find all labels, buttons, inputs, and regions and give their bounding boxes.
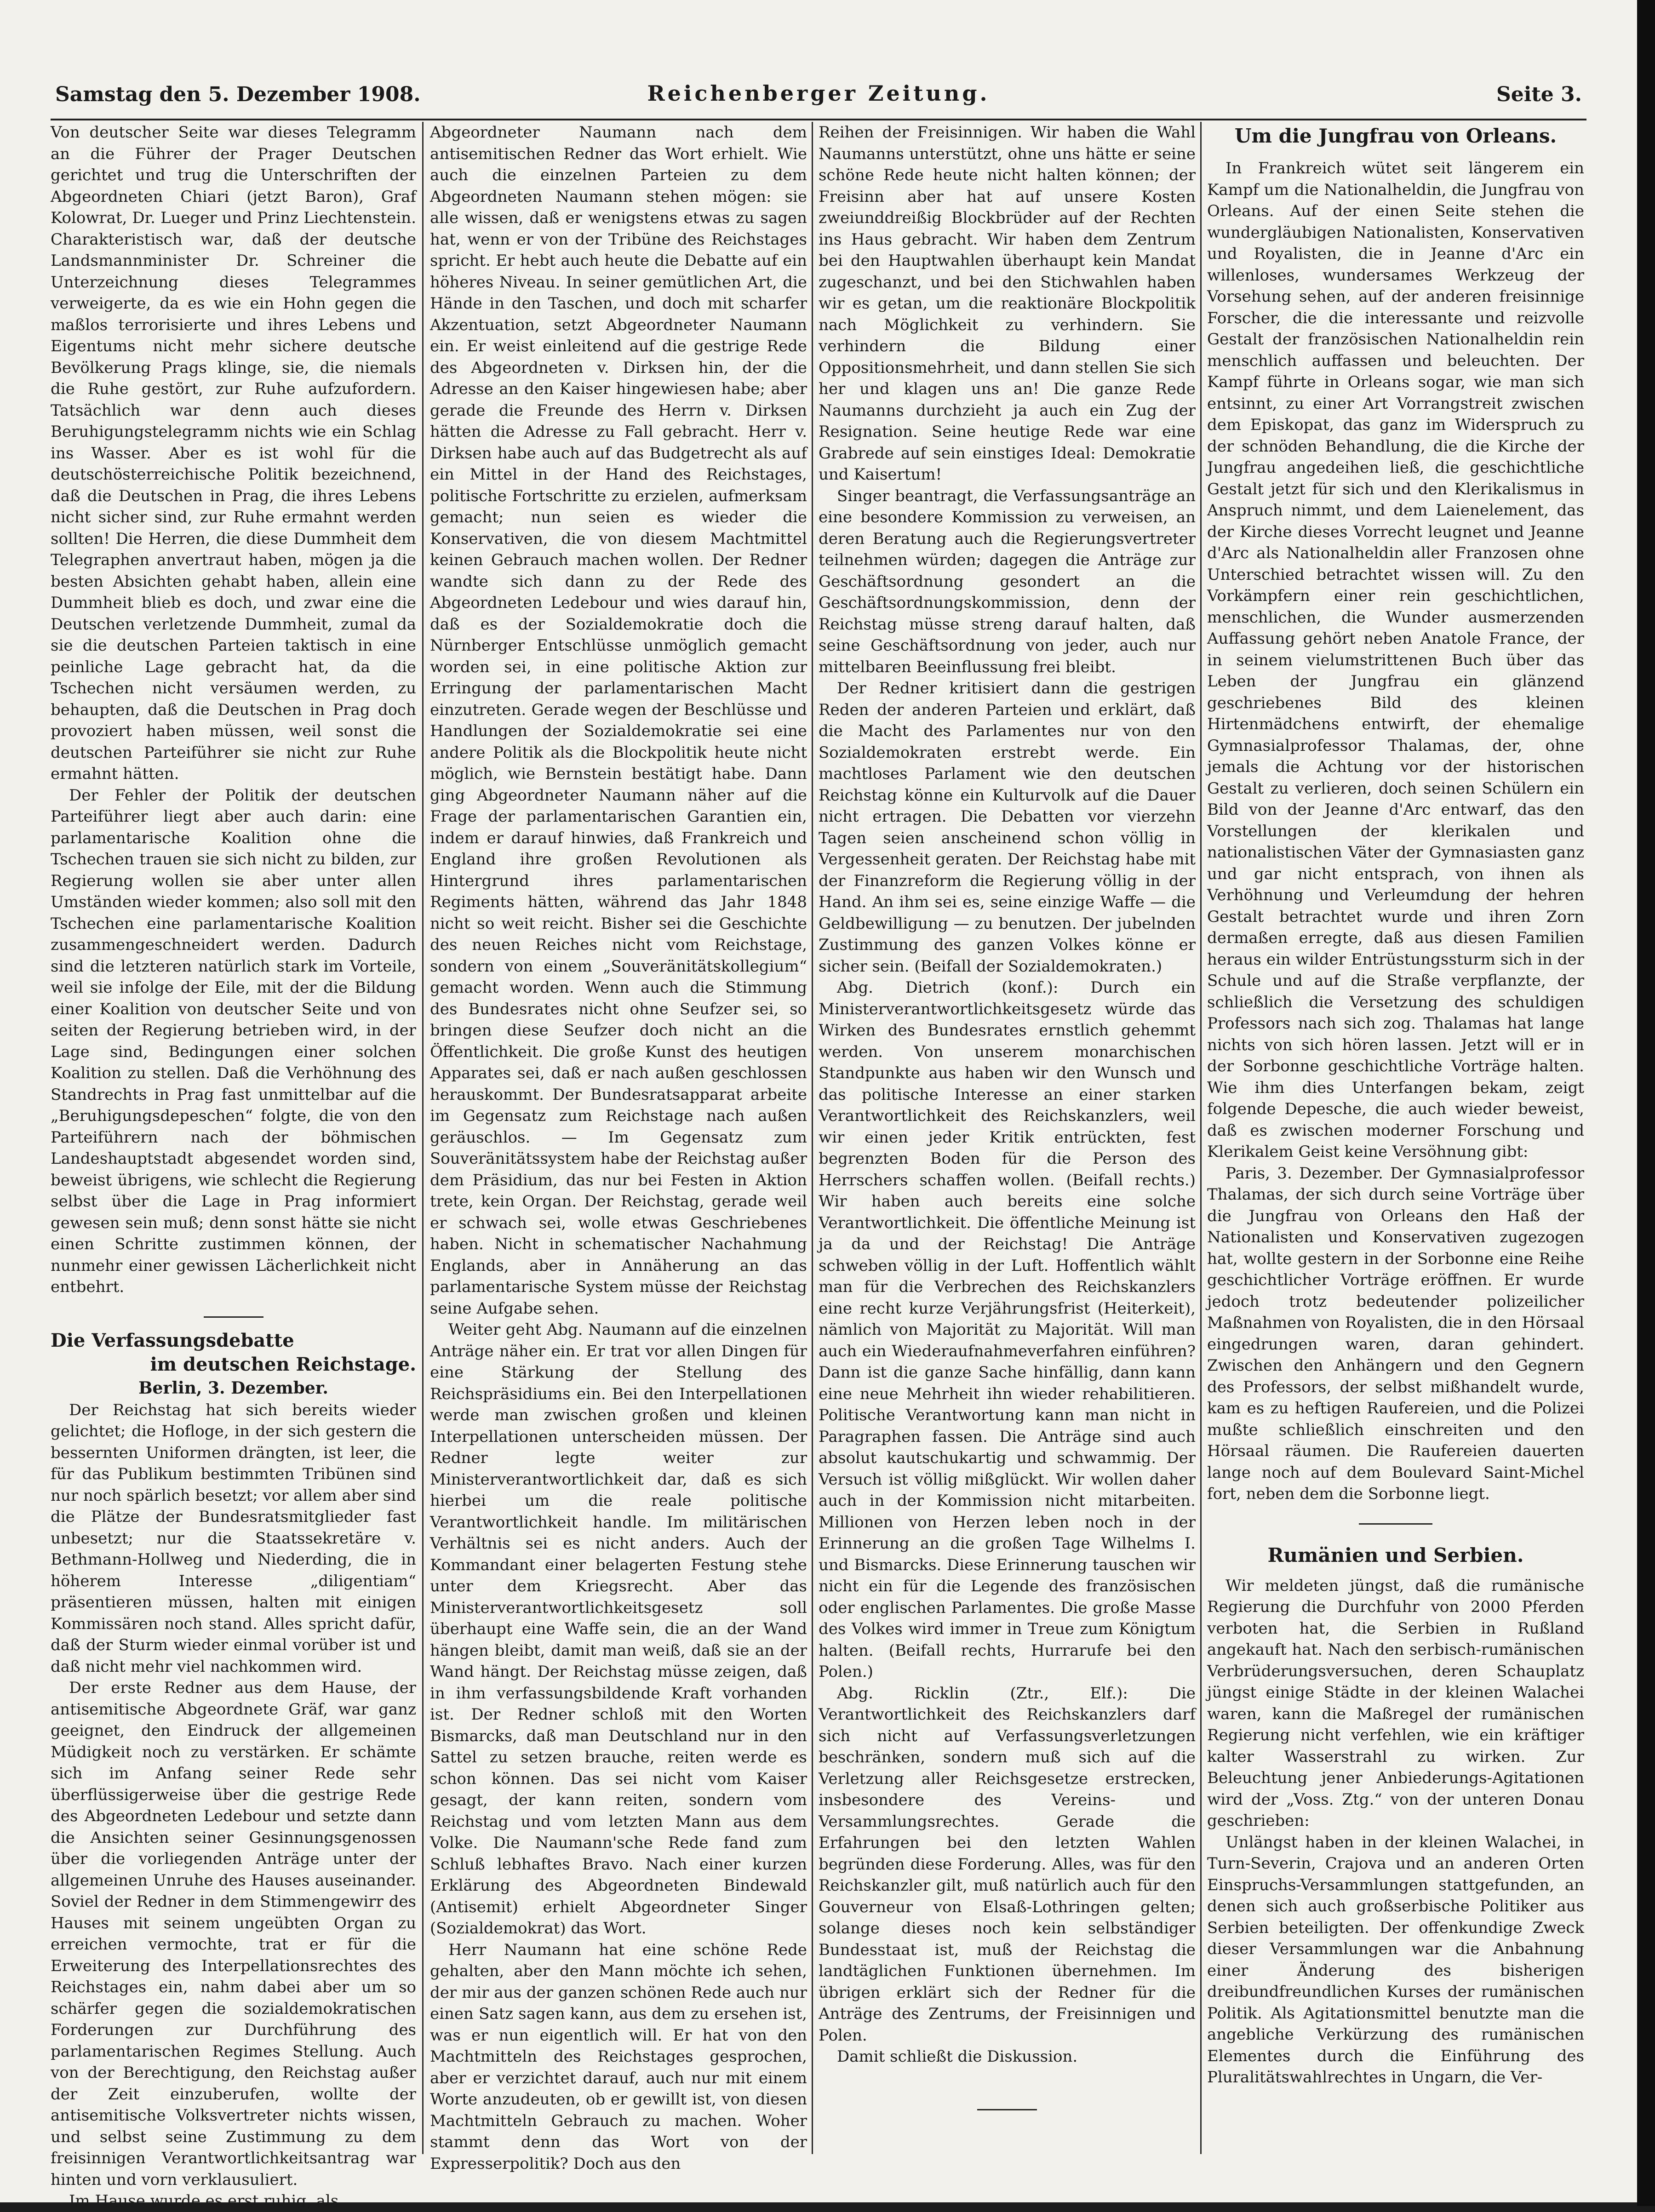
paragraph: Der erste Redner aus dem Hause, der antisemitische Abgeordnete Gräf, war ganz geeignet, den Eindruck der allgemeinen Müdigkeit noch zu verstärken. Er schämte sich im Anfang seiner Rede sehr überflüssigerweise über die gestrige Rede des Abgeordneten Ledebour und setzte dann die Ansichten seiner Gesinnungsgenossen über die vorliegenden Anträge unter der allgemeinen Unruhe des Hauses auseinander. Soviel der Redner in dem Stimmengewirr des Hauses mit seinem ungeübten Organ zu erreichen vermochte, trat er für die Erweiterung des Interpellationsrechtes des Reichstages ein, nahm dabei aber um so schärfer gegen die sozialdemokratischen Forderungen zur Durchführung des parlamentarischen Regimes Stellung. Auch von der Berechtigung, den Reichstag außer der Zeit einzuberufen, wollte der antisemitische Volksvertreter nichts wissen, und selbst seine Zustimmung zu dem freisinnigen Verantwortlichkeitsantrag war hinten und vorn verklausuliert.: [51, 1679, 416, 2189]
article-title-line-2: im deutschen Reichstage.: [150, 1353, 416, 1375]
paragraph: Damit schließt die Diskussion.: [837, 2047, 1078, 2066]
column-rule: [812, 122, 813, 2154]
paragraph: Abgeordneter Naumann nach dem antisemitischen Redner das Wort erhielt. Wie auch die einzelnen Parteien zu dem Abgeordneten Naumann stehen mögen: sie alle wissen, daß er wenigstens etwas zu sagen hat, wenn er von der Tribüne des Reichstages spricht. Er hebt auch heute die Debatte auf ein höheres Niveau. In seiner gemütlichen Art, die Hände in den Taschen, und doch mit scharfer Akzentuation, setzt Abgeordneter Naumann ein. Er weist einleitend auf die gestrige Rede des Abgeordneten v. Dirksen hin, der die Adresse an den Kaiser hingewiesen habe; aber gerade die Freunde des Herrn v. Dirksen hätten die Adresse zu Fall gebracht. Herr v. Dirksen habe auch auf das Budgetrecht als auf ein Mittel in der Hand des Reichstages, politische Fortschritte zu erzielen, aufmerksam gemacht; nun seien es wieder die Konservativen, die von diesem Machtmittel keinen Gebrauch machen wollen. Der Redner wandte sich dann zu der Rede des Abgeordneten Ledebour und wies darauf hin, daß es der Sozialdemokratie doch die Nürnberger Entschlüsse unmöglich gemacht worden sei, in eine politische Aktion zur Erringung der parlamentarischen Macht einzutreten. Gerade wegen der Beschlüsse und Handlungen der Sozialdemokratie sei eine andere Politik als die Blockpolitik heute nicht möglich, wie Bernstein bestätigt habe. Dann ging Abgeordneter Naumann näher auf die Frage der parlamentarischen Garantien ein, indem er darauf hinwies, daß Frankreich und England ihre großen Revolutionen als Hintergrund ihres parlamentarischen Regiments hätten, während das Jahr 1848 nicht so weit reicht. Bisher sei die Geschichte des neuen Reiches nicht vom Reichstage, sondern von einem „Souveränitätskollegium“ gemacht worden. Wenn auch die Stimmung des Bundesrates nicht ohne Seufzer sei, so bringen diese Seufzer doch nicht an die Öffentlichkeit. Die große Kunst des heutigen Apparates sei, daß er nach außen geschlossen herauskommt. Der Bundesratsapparat arbeite im Gegensatz zum Reichstage nach außen geräuschlos. — Im Gegensatz zum Souveränitätssystem habe der Reichstag außer dem Präsidium, das nur bei Festen in Aktion trete, kein Organ. Der Reichstag, gerade weil er schwach sei, wolle etwas Geschriebenes haben. Nicht in schematischer Nachahmung Englands, aber in Annäherung an das parlamentarische System müsse der Reichstag seine Aufgabe sehen.: [430, 123, 807, 1318]
section-divider: [977, 2109, 1037, 2110]
paragraph: Der Fehler der Politik der deutschen Parteiführer liegt aber auch darin: eine parlamentarische Koalition ohne die Tschechen trauen sie sich nicht zu bilden, zur Regierung wollen sie aber unter allen Umständen wieder kommen; also soll mit den Tschechen eine parlamentarische Koalition zusammengeschneidert werden. Dadurch sind die letzteren natürlich stark im Vorteile, weil sie infolge der Eile, mit der die Bildung einer Koalition von deutscher Seite und von seiten der Regierung betrieben wird, in der Lage sind, Bedingungen einer solchen Koalition zu stellen. Daß die Verhöhnung des Standrechts in Prag fast unmittelbar auf die „Beruhigungsdepeschen“ folgte, die von den Parteiführern nach der böhmischen Landeshauptstadt abgesendet worden sind, beweist übrigens, wie schlecht die Regierung selbst über die Lage in Prag informiert gewesen sein muß; denn sonst hätte sie nicht einen Schritte zustimmen können, der nunmehr einer gewissen Lächerlichkeit nicht entbehrt.: [51, 786, 416, 1296]
section-divider: [1359, 1523, 1432, 1525]
paragraph: Abg. Ricklin (Ztr., Elf.): Die Verantwortlichkeit des Reichskanzlers darf sich nicht auf Verfassungsverletzungen beschränken, sondern muß sich auf die Verletzung aller Reichsgesetze erstrecken, insbesondere des Vereins- und Versammlungsrechtes. Gerade die Erfahrungen bei den letzten Wahlen begründen diese Forderung. Alles, was für den Reichskanzler gilt, muß natürlich auch für den Gouverneur von Elsaß-Lothringen gelten; solange dieses noch kein selbständiger Bundesstaat ist, muß der Reichstag die landtäglichen Funktionen übernehmen. Im übrigen erklärt sich der Redner für die Anträge des Zentrums, der Freisinnigen und Polen.: [819, 1684, 1196, 2045]
paragraph: Weiter geht Abg. Naumann auf die einzelnen Anträge näher ein. Er trat vor allen Dingen für eine Stärkung der Stellung des Reichspräsidiums ein. Bei den Interpellationen werde man zwischen großen und kleinen Interpellationen unterscheiden müssen. Der Redner legte weiter zur Ministerverantwortlichkeit dar, daß es sich hierbei um die reale politische Verantwortlichkeit handle. Im militärischen Verhältnis sei es nicht anders. Auch der Kommandant einer belagerten Festung stehe unter dem Kriegsrecht. Aber das Ministerverantwortlichkeitsgesetz soll überhaupt eine Waffe sein, die an der Wand hängen bleibt, damit man weiß, daß sie an der Wand hängt. Der Reichstag müsse zeigen, daß in ihm verfassungsbildende Kraft vorhanden ist. Der Redner schloß mit den Worten Bismarcks, daß man Deutschland nur in den Sattel zu setzen brauche, reiten werde es schon können. Das sei nicht vom Kaiser gesagt, der kann reiten, sondern vom Reichstag und vom letzten Mann aus dem Volke. Die Naumann'sche Rede fand zum Schluß lebhaftes Bravo. Nach einer kurzen Erklärung des Abgeordneten Bindewald (Antisemit) erhielt Abgeordneter Singer (Sozialdemokrat) das Wort.: [430, 1320, 807, 1938]
dateline: Berlin, 3. Dezember.: [138, 1378, 328, 1398]
paragraph: Singer beantragt, die Verfassungsanträge an eine besondere Kommission zu verweisen, an deren Beratung auch die Regierungsvertreter teilnehmen würden; dagegen die Anträge zur Geschäftsordnung gesondert an die Geschäftsordnungskommission, denn der Reichstag müsse streng darauf halten, daß seine Geschäftsordnung von jeder, auch nur mittelbaren Beeinflussung frei bleibt.: [819, 486, 1196, 676]
paragraph: Paris, 3. Dezember. Der Gymnasialprofessor Thalamas, der sich durch seine Vorträge über die Jungfrau von Orleans den Haß der Nationalisten und Konservativen zugezogen hat, wollte gestern in der Sorbonne eine Reihe geschichtlicher Vorträge eröffnen. Er wurde jedoch trotz bedeutender polizeilicher Maßnahmen von Royalisten, die in den Hörsaal eingedrungen waren, daran gehindert. Zwischen den Anhängern und den Gegnern des Professors, der selbst mißhandelt wurde, kam es zu heftigen Raufereien, und die Polizei mußte schließlich einschreiten und den Hörsaal räumen. Die Raufereien dauerten lange noch auf dem Boulevard Saint-Michel fort, neben dem die Sorbonne liegt.: [1207, 1164, 1584, 1503]
article-title: Um die Jungfrau von Orleans.: [1234, 125, 1557, 147]
header-rule: [51, 119, 1586, 120]
column-3: [819, 122, 1196, 2163]
section-divider: [204, 1316, 263, 1318]
column-4: [1207, 122, 1584, 2163]
paragraph: Abg. Dietrich (konf.): Durch ein Ministerverantwortlichkeitsgesetz würde das Wirken des Bundesrates ernstlich gehemmt werden. Von unserem monarchischen Standpunkte aus haben wir den Wunsch und das politische Interesse an einer starken Verantwortlichkeit des Reichskanzlers, weil wir einen jeder Kritik entrückten, fest begrenzten Boden für die Person des Herrschers schaffen wollen. (Beifall rechts.) Wir haben auch bereits eine solche Verantwortlichkeit. Die öffentliche Meinung ist ja da und der Reichstag! Die Anträge schweben völlig in der Luft. Hoffentlich wählt man für die Verbrechen des Reichskanzlers eine recht kurze Verjährungsfrist (Heiterkeit), nämlich von Majorität zu Majorität. Will man auch ein Wiederaufnahmeverfahren einführen? Dann ist die ganze Sache hinfällig, dann kann eine neue Mehrheit ihn wieder rehabilitieren. Politische Verantwortung kann man nicht in Paragraphen fassen. Die Anträge sind auch absolut kautschukartig und schwammig. Der Versuch ist völlig mißglückt. Wir wollen daher auch in der Kommission nicht mitarbeiten. Millionen von Herzen leben noch in der Erinnerung an die großen Tage Wilhelms I. und Bismarcks. Diese Erinnerung tauschen wir nicht ein für die Legende des französischen oder englischen Parlamentes. Die große Masse des Volkes wird immer in Treue zum Königtum halten. (Beifall rechts, Hurrarufe bei den Polen.): [819, 978, 1196, 1681]
column-1: [51, 122, 416, 2210]
header-masthead: Reichenberger Zeitung.: [647, 81, 990, 106]
header-date: Samstag den 5. Dezember 1908.: [55, 83, 421, 106]
paragraph: Herr Naumann hat eine schöne Rede gehalten, aber den Mann möchte ich sehen, der mir aus der ganzen schönen Rede auch nur einen Satz sagen kann, aus dem zu ersehen ist, was er nun eigentlich will. Er hat von den Machtmitteln des Reichstages gesprochen, aber er verzichtet darauf, auch nur mit einem Worte anzudeuten, ob er gewillt ist, von diesen Machtmitteln Gebrauch zu machen. Woher stammt denn das Wort von der Expresserpolitik? Doch aus den: [430, 1940, 807, 2173]
scan-border: [1637, 0, 1655, 2206]
page-header: [55, 74, 1582, 115]
paragraph: Von deutscher Seite war dieses Telegramm an die Führer der Prager Deutschen gerichtet und trug die Unterschriften der Abgeordneten Chiari (jetzt Baron), Graf Kolowrat, Dr. Lueger und Prinz Liechtenstein. Charakteristisch war, daß der deutsche Landsmannminister Dr. Schreiner die Unterzeichnung dieses Telegrammes verweigerte, da es wie ein Hohn gegen die maßlos terrorisierte und ihres Lebens und Eigentums nicht mehr sichere deutsche Bevölkerung Prags klinge, sie, die niemals die Ruhe gestört, zur Ruhe aufzufordern. Tatsächlich war denn auch dieses Beruhigungstelegramm nichts wie ein Schlag ins Wasser. Aber es ist wohl für die deutschösterreichische Politik bezeichnend, daß die Deutschen in Prag, die ihres Lebens nicht sicher sind, zur Ruhe ermahnt werden sollten! Die Herren, die diese Dummheit dem Telegraphen anvertraut haben, mögen ja die besten Absichten gehabt haben, allein eine Dummheit blieb es doch, und zwar eine die Deutschen verletzende Dummheit, zumal da sie die deutschen Parteien taktisch in eine peinliche Lage gebracht hat, da die Tschechen nicht versäumen werden, zu behaupten, daß die Deutschen in Prag doch provoziert haben müssen, weil sonst die deutschen Parteiführer sie nicht zur Ruhe ermahnt hätten.: [51, 123, 416, 783]
paragraph: Der Reichstag hat sich bereits wieder gelichtet; die Hofloge, in der sich gestern die bessernten Uniformen drängten, ist leer, die für das Publikum bestimmten Tribünen sind nur noch spärlich besetzt; vor allem aber sind die Plätze der Bundesratsmitglieder fast unbesetzt; nur die Staatssekretäre v. Bethmann-Hollweg und Niederding, die in höherem Interesse „diligentiam“ präsentieren müssen, halten mit einigen Kommissären noch stand. Alles spricht dafür, daß der Sturm wieder einmal vorüber ist und daß nicht mehr viel nachkommen wird.: [51, 1400, 416, 1676]
paragraph: Reihen der Freisinnigen. Wir haben die Wahl Naumanns unterstützt, ohne uns hätte er seine schöne Rede heute nicht halten können; der Freisinn aber hat auf unsere Kosten zweiunddreißig Blockbrüder auf der Rechten ins Haus gebracht. Wir haben dem Zentrum bei den Hauptwahlen überhaupt kein Mandat zugeschanzt, und bei den Stichwahlen haben wir es getan, um die reaktionäre Blockpolitik nach Möglichkeit zu verhindern. Sie verhindern die Bildung einer Oppositionsmehrheit, und dann stellen Sie sich her und klagen uns an! Die ganze Rede Naumanns durchzieht ja auch ein Zug der Resignation. Seine heutige Rede war eine Grabrede auf sein einstiges Ideal: Demokratie und Kaisertum!: [819, 123, 1196, 484]
paragraph: Im Hause wurde es erst ruhig, als: [69, 2192, 339, 2210]
column-rule: [1200, 122, 1202, 2154]
header-page-number: Seite 3.: [1496, 83, 1582, 106]
paragraph: Der Redner kritisiert dann die gestrigen Reden der anderen Parteien und erklärt, daß die Macht des Parlamentes nur von den Sozialdemokraten erstrebt werde. Ein machtloses Parlament wie den deutschen Reichstag könne ein Kulturvolk auf die Dauer nicht ertragen. Die Debatten vor vierzehn Tagen seien anscheinend schon völlig in Vergessenheit geraten. Der Reichstag habe mit der Finanzreform die Regierung völlig in der Hand. An ihm sei es, seine einzige Waffe — die Geldbewilligung — zu benutzen. Der jubelnden Zustimmung des ganzen Volkes könne er sicher sein. (Beifall der Sozialdemokraten.): [819, 679, 1196, 976]
article-title: Rumänien und Serbien.: [1267, 1543, 1524, 1566]
paragraph: Wir meldeten jüngst, daß die rumänische Regierung die Durchfuhr von 2000 Pferden verboten hat, die Serbien in Rußland angekauft hat. Nach den serbisch-rumänischen Verbrüderungsversuchen, deren Schauplatz jüngst einige Städte in der kleinen Walachei waren, kann die Maßregel der rumänischen Regierung nicht verfehlen, wie ein kräftiger kalter Wasserstrahl zu wirken. Zur Beleuchtung jener Anbiederungs-Agitationen wird der „Voss. Ztg.“ von der unteren Donau geschrieben:: [1207, 1576, 1584, 1830]
paragraph: Unlängst haben in der kleinen Walachei, in Turn-Severin, Crajova und an anderen Orten Einspruchs-Versammlungen stattgefunden, an denen sich auch großserbische Politiker aus Serbien beteiligten. Der offenkundige Zweck dieser Versammlungen war die Anbahnung einer Änderung des bisherigen dreibundfreundlichen Kurses der rumänischen Politik. Als Agitationsmittel benutzte man die angebliche Verkürzung des rumänischen Elementes durch die Einführung des Pluralitätswahlrechtes in Ungarn, die Ver-: [1207, 1833, 1584, 2086]
article-title: Die Verfassungsdebatte: [51, 1329, 294, 1351]
paragraph: In Frankreich wütet seit längerem ein Kampf um die Nationalheldin, die Jungfrau von Orleans. Auf der einen Seite stehen die wundergläubigen Nationalisten, Konservativen und Royalisten, die in Jeanne d'Arc ein willenloses, wundersames Werkzeug der Vorsehung sehen, auf der anderen freisinnige Forscher, die die interessante und reizvolle Gestalt der französischen Nationalheldin rein menschlich auffassen und beleuchten. Der Kampf führte in Orleans sogar, wie man sich entsinnt, zu einer Art Vorrangstreit zwischen dem Episkopat, das ganz im Widerspruch zu der schnöden Behandlung, die die Kirche der Jungfrau angedeihen ließ, die geschichtliche Gestalt jetzt für sich und den Klerikalismus in Anspruch nimmt, und dem Laienelement, das der Kirche dieses Vorrecht leugnet und Jeanne d'Arc als Nationalheldin aller Franzosen ohne Unterschied betrachtet wissen will. Zu den Vorkämpfern einer rein geschichtlichen, menschlichen, die Wunder ausmerzenden Auffassung gehört neben Anatole France, der in seinem vielumstrittenen Buch über das Leben der Jungfrau ein glänzend geschriebenes Bild des kleinen Hirtenmädchens entwirft, der ehemalige Gymnasialprofessor Thalamas, der, ohne jemals die Achtung vor der historischen Gestalt zu verlieren, doch seinen Schülern ein Bild von der Jeanne d'Arc entwarf, das den Vorstellungen der klerikalen und nationalistischen Väter der Gymnasiasten ganz und gar nicht entsprach, von ihnen als Verhöhnung und Verleumdung der hehren Gestalt betrachtet wurde und ihren Zorn dermaßen erregte, daß aus diesen Familien heraus ein wilder Entrüstungssturm sich in der Schule und auf die Straße verpflanzte, der schließlich die Versetzung des schuldigen Professors nach sich zog. Thalamas hat lange nichts von sich hören lassen. Jetzt will er in der Sorbonne geschichtliche Vorträge halten. Wie ihm dies Unterfangen bekam, zeigt folgende Depesche, die auch wieder beweist, daß es zwischen moderner Forschung und Klerikalem Geist keine Versöhnung gibt:: [1207, 159, 1584, 1161]
column-2: [430, 122, 807, 2173]
column-rule: [422, 122, 424, 2154]
